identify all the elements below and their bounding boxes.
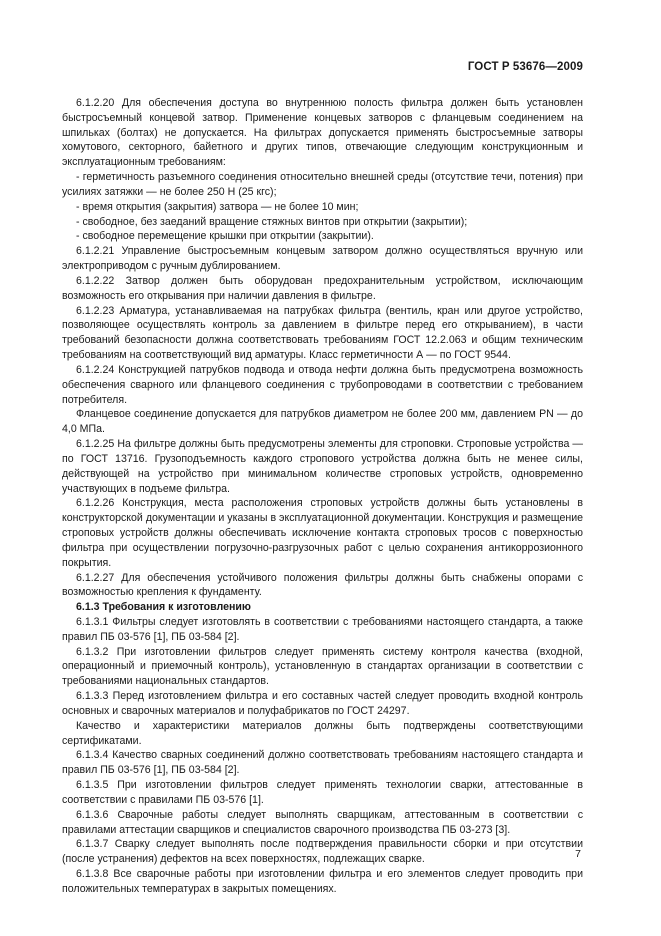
clause-6-1-3-8: 6.1.3.8 Все сварочные работы при изготовлении фильтра и его элементов следует проводить при положительных температурах в закрытых помещениях. [62, 868, 583, 895]
list-item: - время открытия (закрытия) затвора — не более 10 мин; [76, 200, 359, 213]
clause-6-1-2-24: 6.1.2.24 Конструкцией патрубков подвода и отвода нефти должна быть предусмотрена возможность обеспечения сварного или фланцевого соединения с трубопроводами в соответствии с требованием потребителя. [62, 363, 583, 406]
document-header: ГОСТ Р 53676—2009 [467, 61, 583, 73]
clause-6-1-2-22: 6.1.2.22 Затвор должен быть оборудован предохранительным устройством, исключающим возможность его открывания при наличии давления в фильтре. [62, 274, 583, 302]
list-item: - свободное перемещение крышки при открытии (закрытии). [76, 230, 374, 243]
clause-6-1-2-25: 6.1.2.25 На фильтре должны быть предусмотрены элементы для строповки. Строповые устройства — по ГОСТ 13716. Грузоподъемность каждого стропового устройства должна быть не менее силы, действующей на устройство при минимальном количестве строповых устройств, одновременно участвующих в подъеме фильтра. [62, 438, 583, 495]
clause-6-1-3-3: 6.1.3.3 Перед изготовлением фильтра и его составных частей следует проводить входной контроль основных и сварочных материалов и полуфабрикатов по ГОСТ 24297. [62, 690, 583, 717]
page-number: 7 [575, 848, 581, 860]
paragraph: Фланцевое соединение допускается для патрубков диаметром не более 200 мм, давлением PN — до 4,0 МПа. [62, 408, 583, 436]
clause-6-1-2-26: 6.1.2.26 Конструкция, места расположения строповых устройств должны быть установлены в конструкторской документации и указаны в эксплуатационной документации. Конструкция и размещение строповых устройств должны обеспечивать исключение контакта строповых тросов с поверхностью фильтра при осуществлении погрузочно-разгрузочных работ с целью сохранения антикоррозионного покрытия. [62, 497, 583, 569]
clause-6-1-3-5: 6.1.3.5 При изготовлении фильтров следует применять технологии сварки, аттестованные в соответствии с правилами ПБ 03-576 [1]. [62, 779, 583, 806]
clause-6-1-3-1: 6.1.3.1 Фильтры следует изготовлять в соответствии с требованиями настоящего стандарта, а также правил ПБ 03-576 [1], ПБ 03-584 [2]. [62, 615, 583, 643]
clause-6-1-3-2: 6.1.3.2 При изготовлении фильтров следует применять систему контроля качества (входной, операционный и приемочный контроль), установленную в стандартах организации в соответствии с требованиями национальных стандартов. [62, 645, 583, 688]
paragraph: Качество и характеристики материалов должны быть подтверждены соответствующими сертификатами. [62, 719, 583, 747]
section-heading-6-1-3: 6.1.3 Требования к изготовлению [76, 601, 251, 614]
document-body [62, 96, 583, 897]
clause-6-1-2-27: 6.1.2.27 Для обеспечения устойчивого положения фильтры должны быть снабжены опорами с возможностью крепления к фундаменту. [62, 571, 583, 599]
clause-6-1-3-6: 6.1.3.6 Сварочные работы следует выполнять сварщикам, аттестованным в соответствии с правилами аттестации сварщиков и специалистов сварочного производства ПБ 03-273 [3]. [62, 808, 583, 836]
clause-6-1-3-4: 6.1.3.4 Качество сварных соединений должно соответствовать требованиям настоящего стандарта и правил ПБ 03-576 [1], ПБ 03-584 [2]. [62, 749, 583, 777]
list-item: - герметичность разъемного соединения относительно внешней среды (отсутствие течи, потения) при усилиях затяжки — не более 250 Н (25 кгс); [62, 171, 583, 198]
clause-6-1-2-23: 6.1.2.23 Арматура, устанавливаемая на патрубках фильтра (вентиль, кран или другое устройство, позволяющее осуществлять контроль за давлением в фильтре перед его открыванием), в части требований безопасности должна соответствовать требованиям ГОСТ 12.2.063 и общим техническим требованиям на соответствующий вид арматуры. Класс герметичности А — по ГОСТ 9544. [62, 304, 583, 362]
clause-6-1-3-7: 6.1.3.7 Сварку следует выполнять после подтверждения правильности сборки и при отсутствии (после устранения) дефектов на всех поверхностях, подлежащих сварке. [62, 838, 583, 866]
list-item: - свободное, без заеданий вращение стяжных винтов при открытии (закрытии); [76, 215, 468, 228]
clause-6-1-2-20: 6.1.2.20 Для обеспечения доступа во внутреннюю полость фильтра должен быть установлен быстросъемный концевой затвор. Применение концевых затворов с фланцевым соединением на шпильках (болтах) не допускается. На фильтрах допускается применять быстросъемные затворы хомутового, секторного, байетного и других типов, отвечающие следующим конструкционным и эксплуатационным требованиям: [62, 97, 583, 169]
clause-6-1-2-21: 6.1.2.21 Управление быстросъемным концевым затвором должно осуществляться вручную или электроприводом с ручным дублированием. [62, 245, 583, 273]
